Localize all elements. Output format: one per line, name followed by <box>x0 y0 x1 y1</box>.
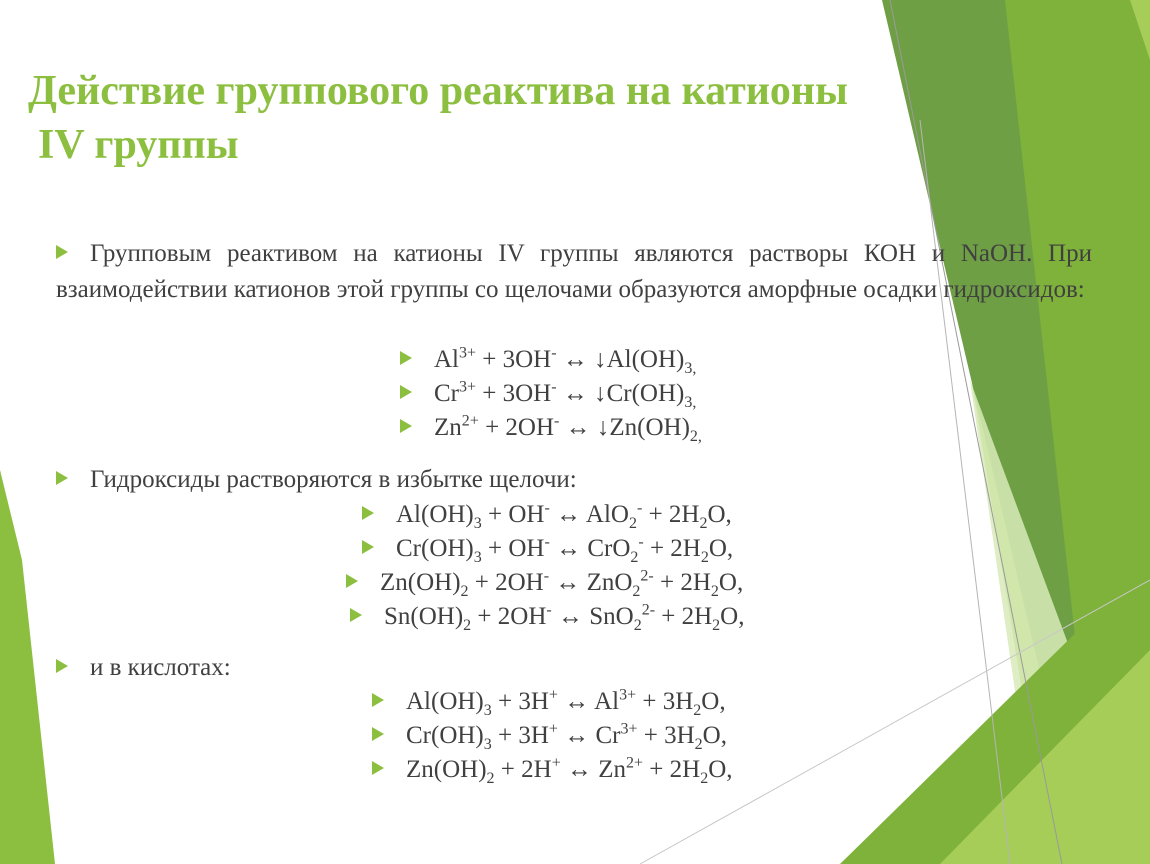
alkali-header: Гидроксиды растворяются в избытке щелочи: <box>56 462 1092 498</box>
equation-part: ↔ Zn <box>560 756 626 783</box>
subscript: 2 <box>700 770 709 787</box>
equation-part: Cr(OH) <box>396 535 474 562</box>
equation-part: O, <box>708 535 734 562</box>
subscript: 2 <box>632 583 641 600</box>
equation-part: ↔ ↓Al(OH) <box>556 346 685 373</box>
equation-part: ↔ ↓Zn(OH) <box>559 414 690 441</box>
equation-part: Cr(OH) <box>406 722 484 749</box>
title-line-1: Действие группового реактива на катионы <box>28 68 848 114</box>
equation-part: O, <box>718 569 744 596</box>
equation-part: Al(OH) <box>406 688 484 715</box>
equation-part: ↔ CrO <box>549 535 631 562</box>
triangle-bullet-icon <box>56 659 68 673</box>
superscript: - <box>554 412 560 430</box>
subscript: 2 <box>629 515 637 532</box>
equation-acid-cr <box>372 719 727 753</box>
superscript: 3+ <box>459 344 477 362</box>
subscript: 3, <box>684 394 697 411</box>
equation-part: ↔ Cr <box>557 722 621 749</box>
superscript: 3+ <box>619 686 637 704</box>
superscript: - <box>546 601 552 619</box>
equation-part: ↔ ↓Cr(OH) <box>556 380 685 407</box>
subscript: 3 <box>473 515 482 532</box>
triangle-bullet-icon <box>346 574 358 588</box>
intro-paragraph <box>56 236 1092 308</box>
triangle-bullet-icon <box>362 506 374 520</box>
triangle-bullet-icon <box>372 693 384 707</box>
equation-part: + OH <box>481 501 545 528</box>
superscript: + <box>548 686 558 704</box>
superscript: + <box>548 720 558 738</box>
equation-part: + 2H <box>655 603 713 630</box>
equation-part: Cr <box>434 380 459 407</box>
equation-precipitation-al <box>400 343 696 377</box>
equation-part: Zn(OH) <box>380 569 461 596</box>
equation-part: + 2H <box>643 535 701 562</box>
superscript: - <box>637 499 643 517</box>
superscript: - <box>638 533 644 551</box>
subscript: 2 <box>633 617 642 634</box>
subscript: 2 <box>699 515 708 532</box>
superscript: - <box>543 567 550 585</box>
equation-part: Al <box>434 346 459 373</box>
superscript: - <box>551 378 557 396</box>
subscript: 3 <box>483 702 492 719</box>
equation-part: ↔ AlO <box>549 501 629 528</box>
equation-part: ↔ Al <box>557 688 620 715</box>
equation-part: ↔ ZnO <box>549 569 633 596</box>
equation-part: + 3H <box>636 688 694 715</box>
superscript: 3+ <box>459 378 477 396</box>
equation-precipitation-zn <box>400 411 702 445</box>
triangle-bullet-icon <box>372 761 384 775</box>
subscript: 3, <box>684 360 697 377</box>
triangle-bullet-icon <box>362 540 374 554</box>
equation-part: + OH <box>481 535 545 562</box>
equation-alkali-al <box>362 498 732 532</box>
subscript: 2 <box>630 549 639 566</box>
subscript: 2 <box>693 702 702 719</box>
equation-part: O, <box>707 501 732 528</box>
subscript: 2 <box>710 583 719 600</box>
subscript: 2 <box>460 583 469 600</box>
equation-part: + 2OH <box>478 414 555 441</box>
equation-part: + 2OH <box>471 603 547 630</box>
equation-part: + 2H <box>494 756 552 783</box>
equation-acid-zn <box>372 753 733 787</box>
subscript: 2 <box>486 770 495 787</box>
subscript: 2 <box>694 736 703 753</box>
equation-alkali-zn <box>346 566 743 600</box>
superscript: - <box>551 344 557 362</box>
triangle-bullet-icon <box>400 351 412 365</box>
superscript: 3+ <box>620 720 638 738</box>
equation-part: + 2H <box>642 501 700 528</box>
equation-part: O, <box>720 603 745 630</box>
superscript: - <box>544 533 550 551</box>
equation-part: ↔ SnO <box>551 603 634 630</box>
equation-alkali-cr <box>362 532 733 566</box>
equation-part: + 3OH <box>476 346 552 373</box>
equation-part: O, <box>701 688 726 715</box>
triangle-bullet-icon <box>372 727 384 741</box>
superscript: + <box>551 754 561 772</box>
equation-part: + 3H <box>491 688 549 715</box>
triangle-bullet-icon <box>56 245 68 259</box>
superscript: 2- <box>640 567 654 585</box>
subscript: 2 <box>700 549 709 566</box>
equation-part: + 3OH <box>476 380 552 407</box>
equation-acid-al <box>372 685 726 719</box>
equation-part: Zn <box>434 414 462 441</box>
acid-header: и в кислотах: <box>56 650 1092 686</box>
equation-alkali-sn <box>350 600 744 634</box>
superscript: 2- <box>641 601 656 619</box>
triangle-bullet-icon <box>350 608 362 622</box>
equation-precipitation-cr <box>400 377 696 411</box>
superscript: 2+ <box>461 412 479 430</box>
equation-part: Al(OH) <box>396 501 474 528</box>
equation-part: O, <box>708 756 733 783</box>
equation-part: Zn(OH) <box>406 756 487 783</box>
subscript: 2, <box>689 428 702 445</box>
triangle-bullet-icon <box>56 471 68 485</box>
title-line-2: IV группы <box>38 122 239 168</box>
intro-text: Групповым реактивом на катионы IV группы являются растворы КОН и NaOH. При взаимодействии катионов этой группы со щелочами образуются аморфные осадки гидроксидов: <box>56 240 1092 303</box>
equation-part: + 2H <box>653 569 711 596</box>
equation-part: Sn(OH) <box>384 603 464 630</box>
equation-part: + 3H <box>491 722 549 749</box>
triangle-bullet-icon <box>400 419 412 433</box>
subscript: 3 <box>483 736 492 753</box>
subscript: 3 <box>473 549 482 566</box>
subscript: 2 <box>712 617 721 634</box>
triangle-bullet-icon <box>400 385 412 399</box>
equation-part: + 3H <box>637 722 695 749</box>
equation-part: + 2OH <box>468 569 544 596</box>
superscript: 2+ <box>626 754 644 772</box>
subscript: 2 <box>463 617 472 634</box>
equation-part: + 2H <box>643 756 701 783</box>
equation-part: O, <box>702 722 727 749</box>
superscript: - <box>544 499 550 517</box>
